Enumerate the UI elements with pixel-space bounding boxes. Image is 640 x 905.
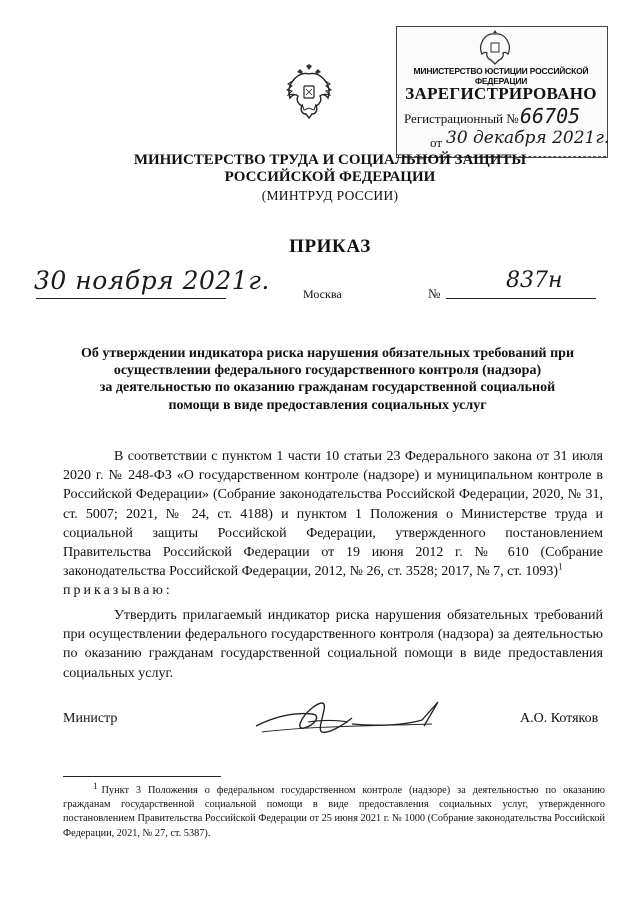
signatory-name: А.О. Котяков xyxy=(520,711,599,726)
order-word: приказываю: xyxy=(63,583,173,599)
ministry-title xyxy=(60,152,600,186)
signatory-position: Министр xyxy=(63,711,118,726)
footnote-reference: 1 xyxy=(558,561,563,572)
document-title-line: за деятельностью по оказанию гражданам государственной социальной xyxy=(99,380,556,396)
order-number-handwritten: 837н xyxy=(506,268,563,293)
order-date-handwritten: 30 ноября 2021г. xyxy=(34,266,270,295)
coat-of-arms-emblem xyxy=(286,64,332,120)
ministry-title-line: РОССИЙСКОЙ ФЕДЕРАЦИИ xyxy=(224,169,436,185)
footnote-text: Пункт 3 Положения о федеральном государственном контроле (надзоре) за деятельностью по оказанию гражданам государственной социальной помощи в виде предоставления социальных услуг, утвержденного постановлением Правительства Российской Федерации от 25 июня 2021 г. № 1000 (Собрание законодательства Российской Федерации, 2021, № 27, ст. 5387). xyxy=(63,785,605,839)
footnote-separator xyxy=(63,776,221,777)
ministry-short-name: (МИНТРУД РОССИИ) xyxy=(261,188,399,203)
preamble-paragraph xyxy=(63,447,603,601)
document-title xyxy=(55,345,600,414)
stamp-date-label: от xyxy=(430,135,443,150)
stamp-date-handwritten: 30 декабря 2021г. xyxy=(446,128,610,148)
handwritten-signature xyxy=(252,696,442,744)
footnote-mark: 1 xyxy=(93,780,98,791)
document-title-line: Об утверждении индикатора риска нарушения обязательных требований при xyxy=(80,346,575,361)
city-label: Москва xyxy=(303,287,342,301)
ministry-title-line: МИНИСТЕРСТВО ТРУДА И СОЦИАЛЬНОЙ ЗАЩИТЫ xyxy=(133,152,527,168)
order-paragraph: Утвердить прилагаемый индикатор риска нарушения обязательных требований при осуществлении федерального государственного контроля (надзора) за деятельностью по оказанию гражданам государственной социальной помощи в виде предоставления социальных услуг. xyxy=(63,608,603,681)
stamp-regno-label: Регистрационный № xyxy=(404,111,519,126)
footnote xyxy=(63,780,605,841)
document-type-heading: ПРИКАЗ xyxy=(289,236,371,257)
stamp-ministry-name: МИНИСТЕРСТВО ЮСТИЦИИ РОССИЙСКОЙ ФЕДЕРАЦИИ xyxy=(413,66,589,86)
document-title-line: осуществлении федерального государственного контроля (надзора) xyxy=(113,363,542,379)
stamp-emblem-icon xyxy=(478,30,512,68)
number-underline xyxy=(446,298,596,299)
number-sign: № xyxy=(428,286,441,301)
stamp-regno-handwritten: 66705 xyxy=(520,104,581,128)
preamble-text: В соответствии с пунктом 1 части 10 статьи 23 Федерального закона от 31 июля 2020 г. № 248-ФЗ «О государственном контроле (надзоре) и муниципальном контроле в Российской Федерации» (Собрание законодательства Российской Федерации, 2020, № 31, ст. 5007; 2021, № 24, ст. 4188) и пунктом 1 Положения о Министерстве труда и социальной защиты Российской Федерации, утвержденного постановлением Правительства Российской Федерации от 19 июня 2012 г. № 610 (Собрание законодательства Российской Федерации, 2012, № 26, ст. 3528; 2017, № 7, ст. 1093) xyxy=(63,449,603,580)
document-title-line: помощи в виде предоставления социальных услуг xyxy=(168,397,487,413)
stamp-registered-text: ЗАРЕГИСТРИРОВАНО xyxy=(405,84,597,103)
date-underline xyxy=(36,298,226,299)
